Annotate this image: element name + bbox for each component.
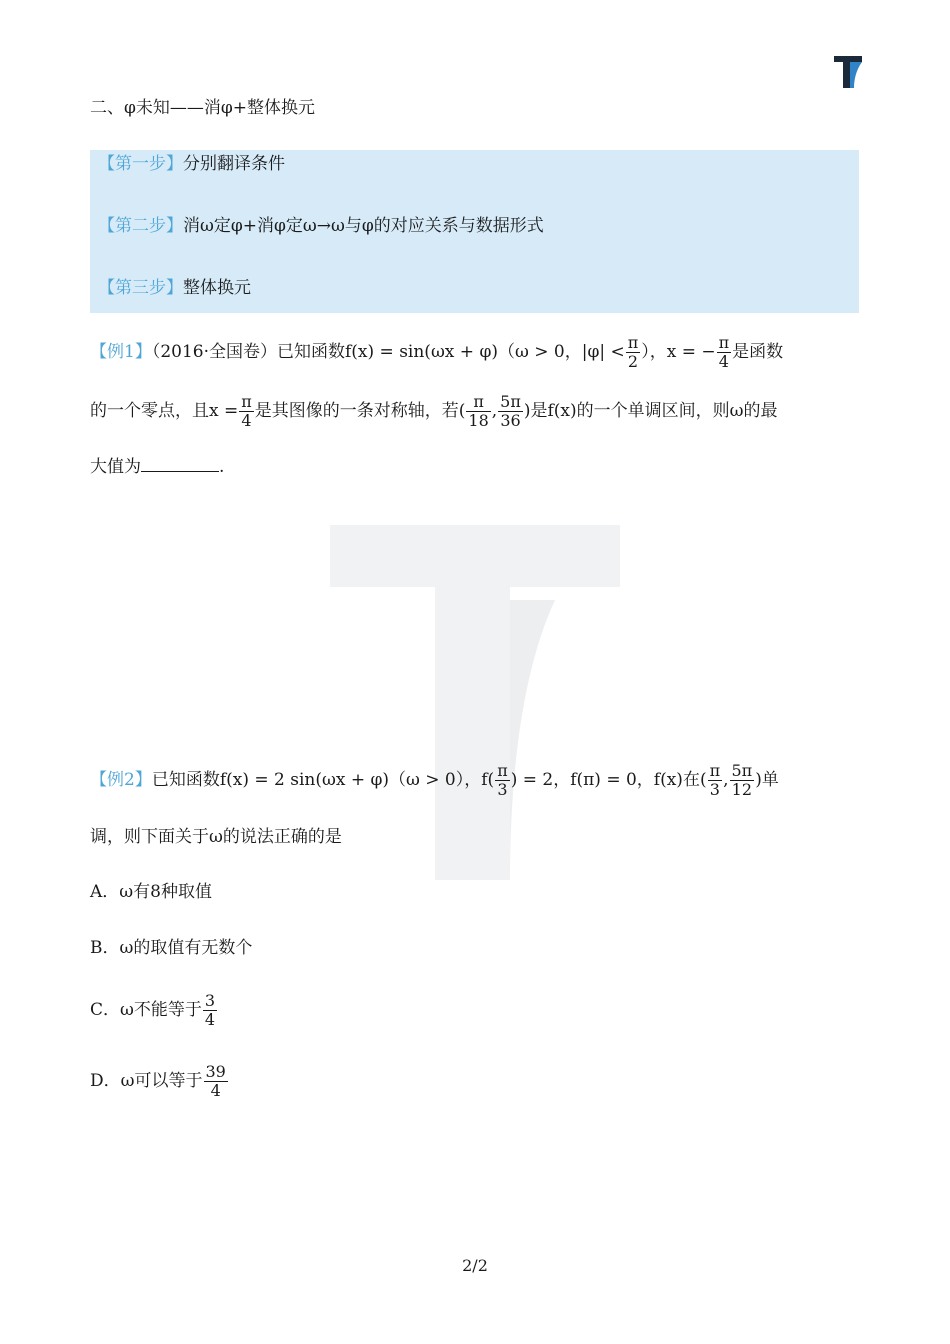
example1-text-h: 大值为 — [90, 457, 141, 477]
option-c-text: C．ω不能等于 — [90, 1000, 202, 1020]
fraction: $\frac{\pi}{2}$ — [627, 333, 639, 371]
steps-box — [90, 150, 859, 313]
option-d[interactable] — [90, 1063, 229, 1100]
section-heading: 二、φ未知——消φ+整体换元 — [90, 98, 316, 118]
example2-line1 — [90, 762, 779, 799]
fraction: $\frac{\pi}{3}$ — [497, 761, 508, 799]
fraction: $\frac{5\pi}{36}$ — [500, 392, 521, 430]
step-3-tag: 【第三步】 — [98, 278, 183, 298]
example2-line2: 调，则下面关于ω的说法正确的是 — [90, 827, 342, 847]
fraction: $\frac{39}{4}$ — [205, 1062, 226, 1100]
example2-comma: , — [723, 770, 729, 790]
option-a[interactable]: A．ω有8种取值 — [90, 882, 212, 902]
example1-text-d: 是函数 — [732, 342, 784, 362]
example1-text-e: 的一个零点，且x = — [90, 401, 239, 421]
watermark-logo-icon — [330, 525, 620, 880]
option-c[interactable] — [90, 992, 218, 1029]
option-b[interactable]: B．ω的取值有无数个 — [90, 938, 253, 958]
example1-func: f(x) = sin(ωx + φ) — [345, 342, 498, 362]
example1-period: . — [219, 457, 225, 477]
fraction: $\frac{3}{4}$ — [204, 991, 216, 1029]
example1-line1 — [90, 334, 783, 371]
example2-text-a: 已知函数f(x) = 2 sin(ωx + φ)（ω > 0），f( — [151, 770, 495, 790]
example2-tag: 【例2】 — [90, 770, 152, 790]
fraction: $\frac{\pi}{4}$ — [241, 392, 252, 430]
t-logo-icon — [834, 56, 862, 88]
answer-blank[interactable] — [141, 457, 219, 472]
page-number: 2/2 — [462, 1256, 488, 1275]
step-3 — [98, 276, 251, 300]
option-d-text: D．ω可以等于 — [90, 1071, 203, 1091]
step-2-text: 消ω定φ+消φ定ω→ω与φ的对应关系与数据形式 — [183, 216, 544, 236]
example1-text-a: （2016·全国卷）已知函数 — [151, 342, 345, 362]
example1-comma: , — [491, 401, 498, 421]
step-3-text: 整体换元 — [183, 278, 251, 298]
step-2-tag: 【第二步】 — [98, 216, 183, 236]
fraction: $\frac{\pi}{18}$ — [468, 392, 489, 430]
example1-line3 — [90, 455, 224, 479]
example1-tag: 【例1】 — [90, 342, 152, 362]
example2-text-b: ) = 2，f(π) = 0，f(x)在( — [510, 770, 707, 790]
example1-text-g: )是f(x)的一个单调区间，则ω的最 — [523, 401, 778, 421]
example1-text-c: ），x = − — [641, 342, 716, 362]
example1-text-f: 是其图像的一条对称轴，若( — [254, 401, 466, 421]
fraction: $\frac{\pi}{3}$ — [709, 761, 721, 799]
example2-text-c: )单 — [755, 770, 779, 790]
example1-line2 — [90, 393, 778, 430]
fraction: $\frac{\pi}{4}$ — [718, 333, 730, 371]
fraction: $\frac{5\pi}{12}$ — [731, 761, 753, 799]
step-1 — [98, 152, 285, 176]
step-1-text: 分别翻译条件 — [183, 154, 285, 174]
step-1-tag: 【第一步】 — [98, 154, 183, 174]
example1-text-b: （ω > 0，|φ| < — [497, 342, 625, 362]
step-2 — [98, 214, 544, 238]
